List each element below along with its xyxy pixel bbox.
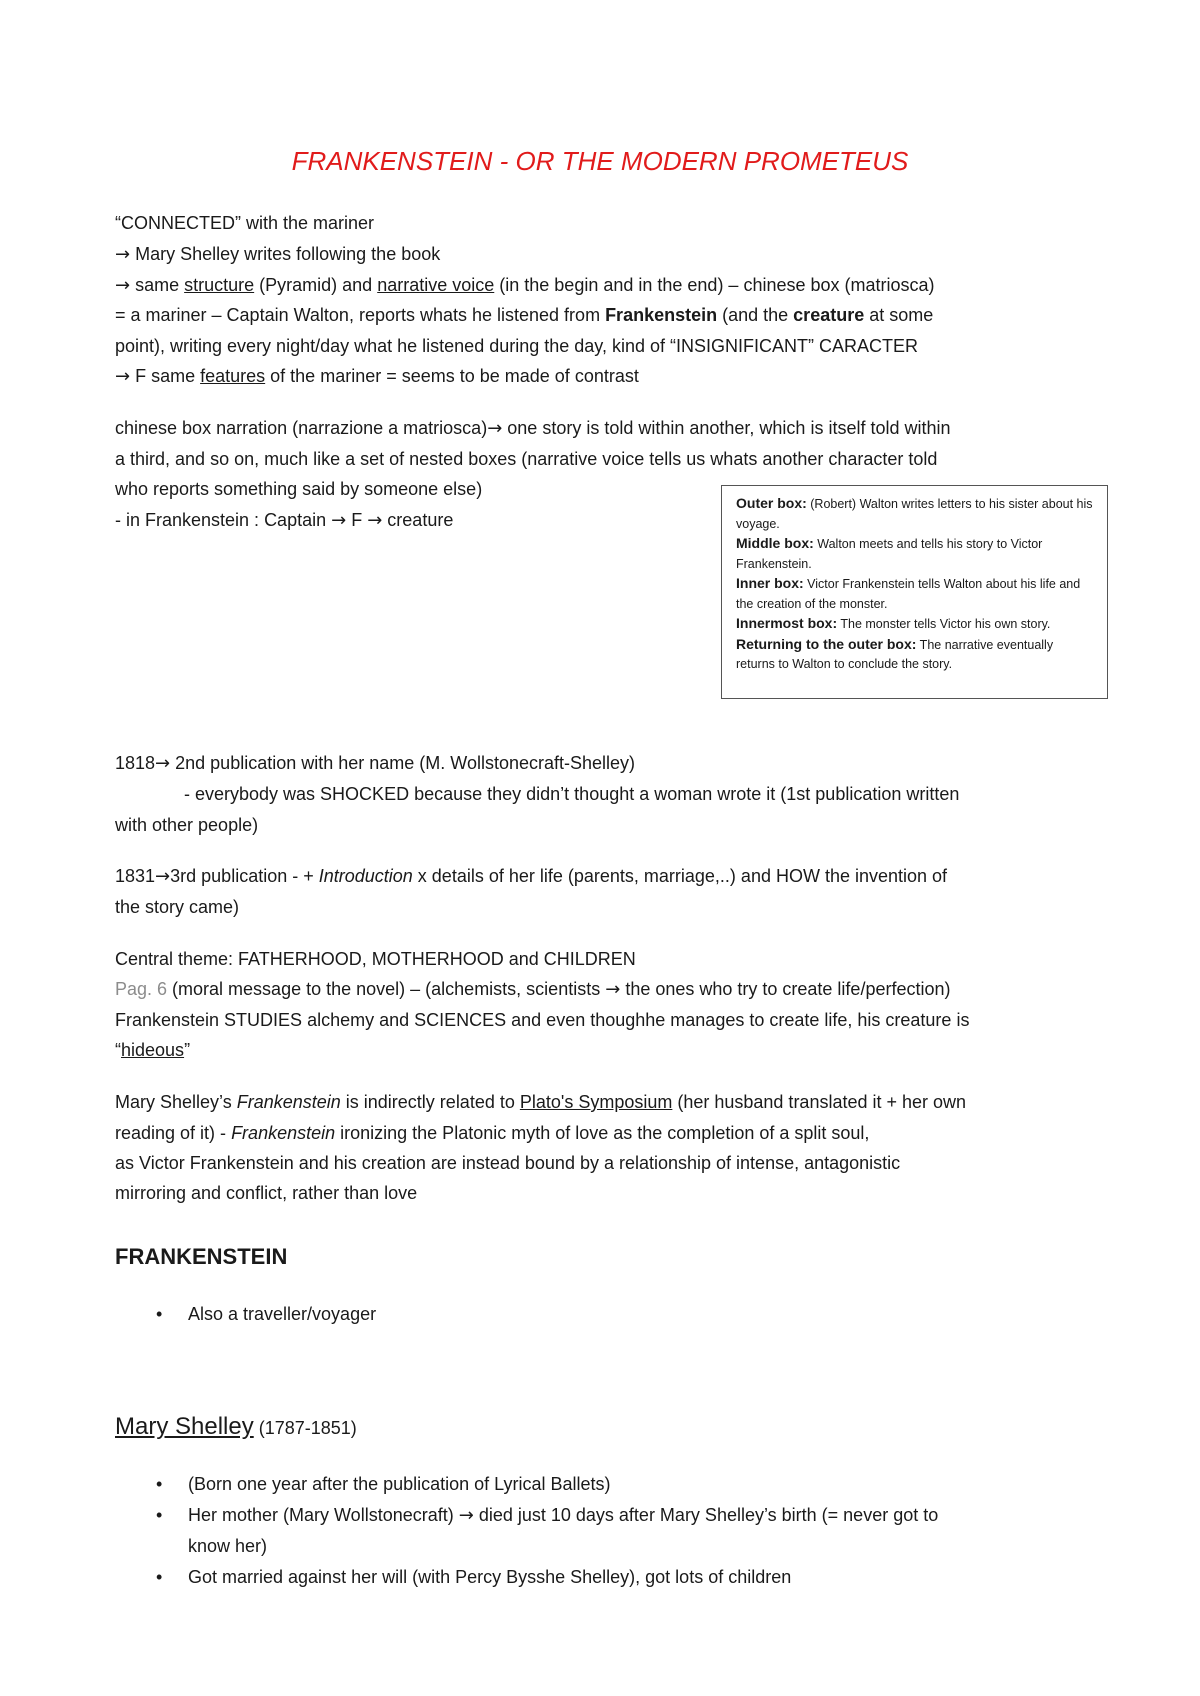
pub-1818-line-2: - everybody was SHOCKED because they didn’t thought a woman wrote it (1st publication written	[184, 784, 960, 804]
outer-box-entry	[736, 494, 1095, 534]
middle-box-label: Middle box:	[736, 535, 814, 551]
chinese-box-line-2: a third, and so on, much like a set of nested boxes (narrative voice tells us whats another character told	[115, 449, 938, 469]
arrow-icon: →	[155, 866, 171, 887]
chinese-box-line-3: who reports something said by someone else)	[115, 479, 483, 499]
intro-text: F same	[130, 366, 201, 386]
plato-text: (her husband translated it + her own	[672, 1092, 967, 1112]
pub-1818-line-1	[115, 751, 635, 776]
frankenstein-title: Frankenstein	[231, 1123, 336, 1143]
pub-1831-line-2: the story came)	[115, 897, 240, 917]
creature-term: creature	[793, 305, 865, 325]
theme-line-4	[115, 1038, 190, 1062]
pub-1831-line-1	[115, 864, 947, 889]
bullet-glyph: •	[156, 1567, 163, 1587]
quote-mark: “	[115, 1040, 121, 1060]
intro-text: at some	[864, 305, 934, 325]
plato-text: ironizing the Platonic myth of love as the completion of a split soul,	[335, 1123, 870, 1143]
frankenstein-heading: FRANKENSTEIN	[115, 1244, 288, 1269]
connected-line	[115, 211, 374, 235]
plato-text: is indirectly related to	[340, 1092, 520, 1112]
intro-text: (and the	[717, 305, 794, 325]
plato-line-3: as Victor Frankenstein and his creation are instead bound by a relationship of intense, antagonistic	[115, 1153, 901, 1173]
returning-box-label: Returning to the outer box:	[736, 635, 917, 652]
chinese-box-text: chinese box narration (narrazione a matriosca)	[115, 418, 488, 438]
list-item: (Born one year after the publication of Lyrical Ballets)	[188, 1474, 611, 1494]
theme-line-3: Frankenstein STUDIES alchemy and SCIENCES and even thoughhe manages to create life, his creature is	[115, 1010, 970, 1030]
intro-line-4	[115, 303, 933, 327]
arrow-icon: →	[115, 244, 131, 265]
mary-shelley-heading	[115, 1413, 357, 1441]
plato-text: Mary Shelley’s	[115, 1092, 237, 1112]
list-item-text: Her mother (Mary Wollstonecraft)	[188, 1505, 459, 1525]
list-item: Also a traveller/voyager	[188, 1304, 377, 1324]
document-title: FRANKENSTEIN - OR THE MODERN PROMETEUS	[291, 146, 909, 176]
intro-text: of the mariner = seems to be made of contrast	[265, 366, 639, 386]
chinese-box-line-4	[115, 508, 453, 533]
quote-mark: ”	[184, 1040, 191, 1060]
chinese-box-text: - in Frankenstein : Captain	[115, 510, 332, 530]
outer-box-text: (Robert) Walton writes letters to his sister about his voyage.	[736, 497, 1093, 531]
theme-text: (moral message to the novel) – (alchemists, scientists	[167, 979, 606, 999]
chinese-box-text: one story is told within another, which is itself told within	[502, 418, 951, 438]
narrative-voice-term: narrative voice	[377, 275, 495, 295]
list-item-continuation: know her)	[188, 1536, 268, 1556]
arrow-icon: →	[115, 366, 131, 387]
innermost-box-entry	[736, 614, 1095, 635]
intro-line-2	[115, 242, 440, 267]
arrow-icon: →	[115, 275, 131, 296]
arrow-icon: →	[458, 1505, 474, 1526]
year-1818: 1818	[115, 753, 156, 773]
plato-line-1	[115, 1090, 966, 1114]
introduction-term: Introduction	[318, 866, 413, 886]
intro-text: = a mariner – Captain Walton, reports whats he listened from	[115, 305, 606, 325]
pag6-line	[115, 977, 950, 1002]
chinese-box-text: creature	[382, 510, 454, 530]
list-item-text: died just 10 days after Mary Shelley’s birth (= never got to	[473, 1505, 939, 1525]
frankenstein-title: Frankenstein	[236, 1092, 341, 1112]
intro-line-3	[115, 273, 935, 298]
inner-box-entry	[736, 574, 1095, 614]
innermost-box-text: The monster tells Victor his own story.	[837, 617, 1051, 631]
middle-box-entry	[736, 534, 1095, 574]
symposium-link: Plato's Symposium	[519, 1092, 673, 1112]
frankenstein-term: Frankenstein	[605, 305, 718, 325]
inner-box-text: Victor Frankenstein tells Walton about his life and the creation of the monster.	[736, 577, 1081, 611]
returning-box-entry	[736, 635, 1095, 675]
arrow-icon: →	[605, 979, 621, 1000]
pub-1831-text: x details of her life (parents, marriage,..) and HOW the invention of	[412, 866, 948, 886]
chinese-box-line-1	[115, 416, 951, 441]
central-theme-line: Central theme: FATHERHOOD, MOTHERHOOD and CHILDREN	[115, 949, 636, 969]
list-item: Got married against her will (with Percy Bysshe Shelley), got lots of children	[188, 1567, 792, 1587]
theme-text: the ones who try to create life/perfection)	[620, 979, 951, 999]
list-item	[188, 1503, 938, 1528]
connected-text: “CONNECTED” with the mariner	[115, 213, 375, 233]
pub-1818-line-3: with other people)	[115, 815, 259, 835]
intro-text: Mary Shelley writes following the book	[130, 244, 441, 264]
innermost-box-label: Innermost box:	[736, 615, 838, 631]
arrow-icon: →	[367, 510, 383, 531]
intro-text: (Pyramid) and	[254, 275, 378, 295]
intro-line-6	[115, 364, 639, 389]
year-1831: 1831	[115, 866, 156, 886]
page-reference: Pag. 6	[115, 979, 168, 999]
returning-box-text: The narrative eventually returns to Walton to conclude the story.	[736, 637, 1054, 671]
bullet-glyph: •	[156, 1505, 163, 1525]
intro-text: (in the begin and in the end) – chinese box (matriosca)	[494, 275, 935, 295]
mary-shelley-dates: (1787-1851)	[253, 1418, 357, 1438]
chinese-box-text: F	[346, 510, 368, 530]
plato-text: reading of it) -	[115, 1123, 232, 1143]
pub-1818-text: 2nd publication with her name (M. Wollstonecraft-Shelley)	[170, 753, 636, 773]
structure-term: structure	[184, 275, 255, 295]
arrow-icon: →	[155, 753, 171, 774]
inner-box-label: Inner box:	[736, 575, 804, 591]
bullet-glyph: •	[156, 1474, 163, 1494]
nested-boxes-callout	[721, 485, 1108, 699]
plato-line-2	[115, 1121, 869, 1145]
pub-1831-text: 3rd publication - +	[170, 866, 319, 886]
hideous-term: hideous	[121, 1040, 185, 1060]
outer-box-label: Outer box:	[736, 495, 807, 511]
bullet-glyph: •	[156, 1304, 163, 1324]
middle-box-text: Walton meets and tells his story to Victor Frankenstein.	[736, 537, 1043, 571]
features-term: features	[200, 366, 266, 386]
arrow-icon: →	[487, 418, 503, 439]
intro-line-5: point), writing every night/day what he listened during the day, kind of “INSIGNIFICANT” CARACTER	[115, 336, 918, 356]
plato-line-4: mirroring and conflict, rather than love	[115, 1183, 418, 1203]
mary-shelley-name: Mary Shelley	[115, 1413, 254, 1440]
intro-text: same	[130, 275, 185, 295]
arrow-icon: →	[331, 510, 347, 531]
